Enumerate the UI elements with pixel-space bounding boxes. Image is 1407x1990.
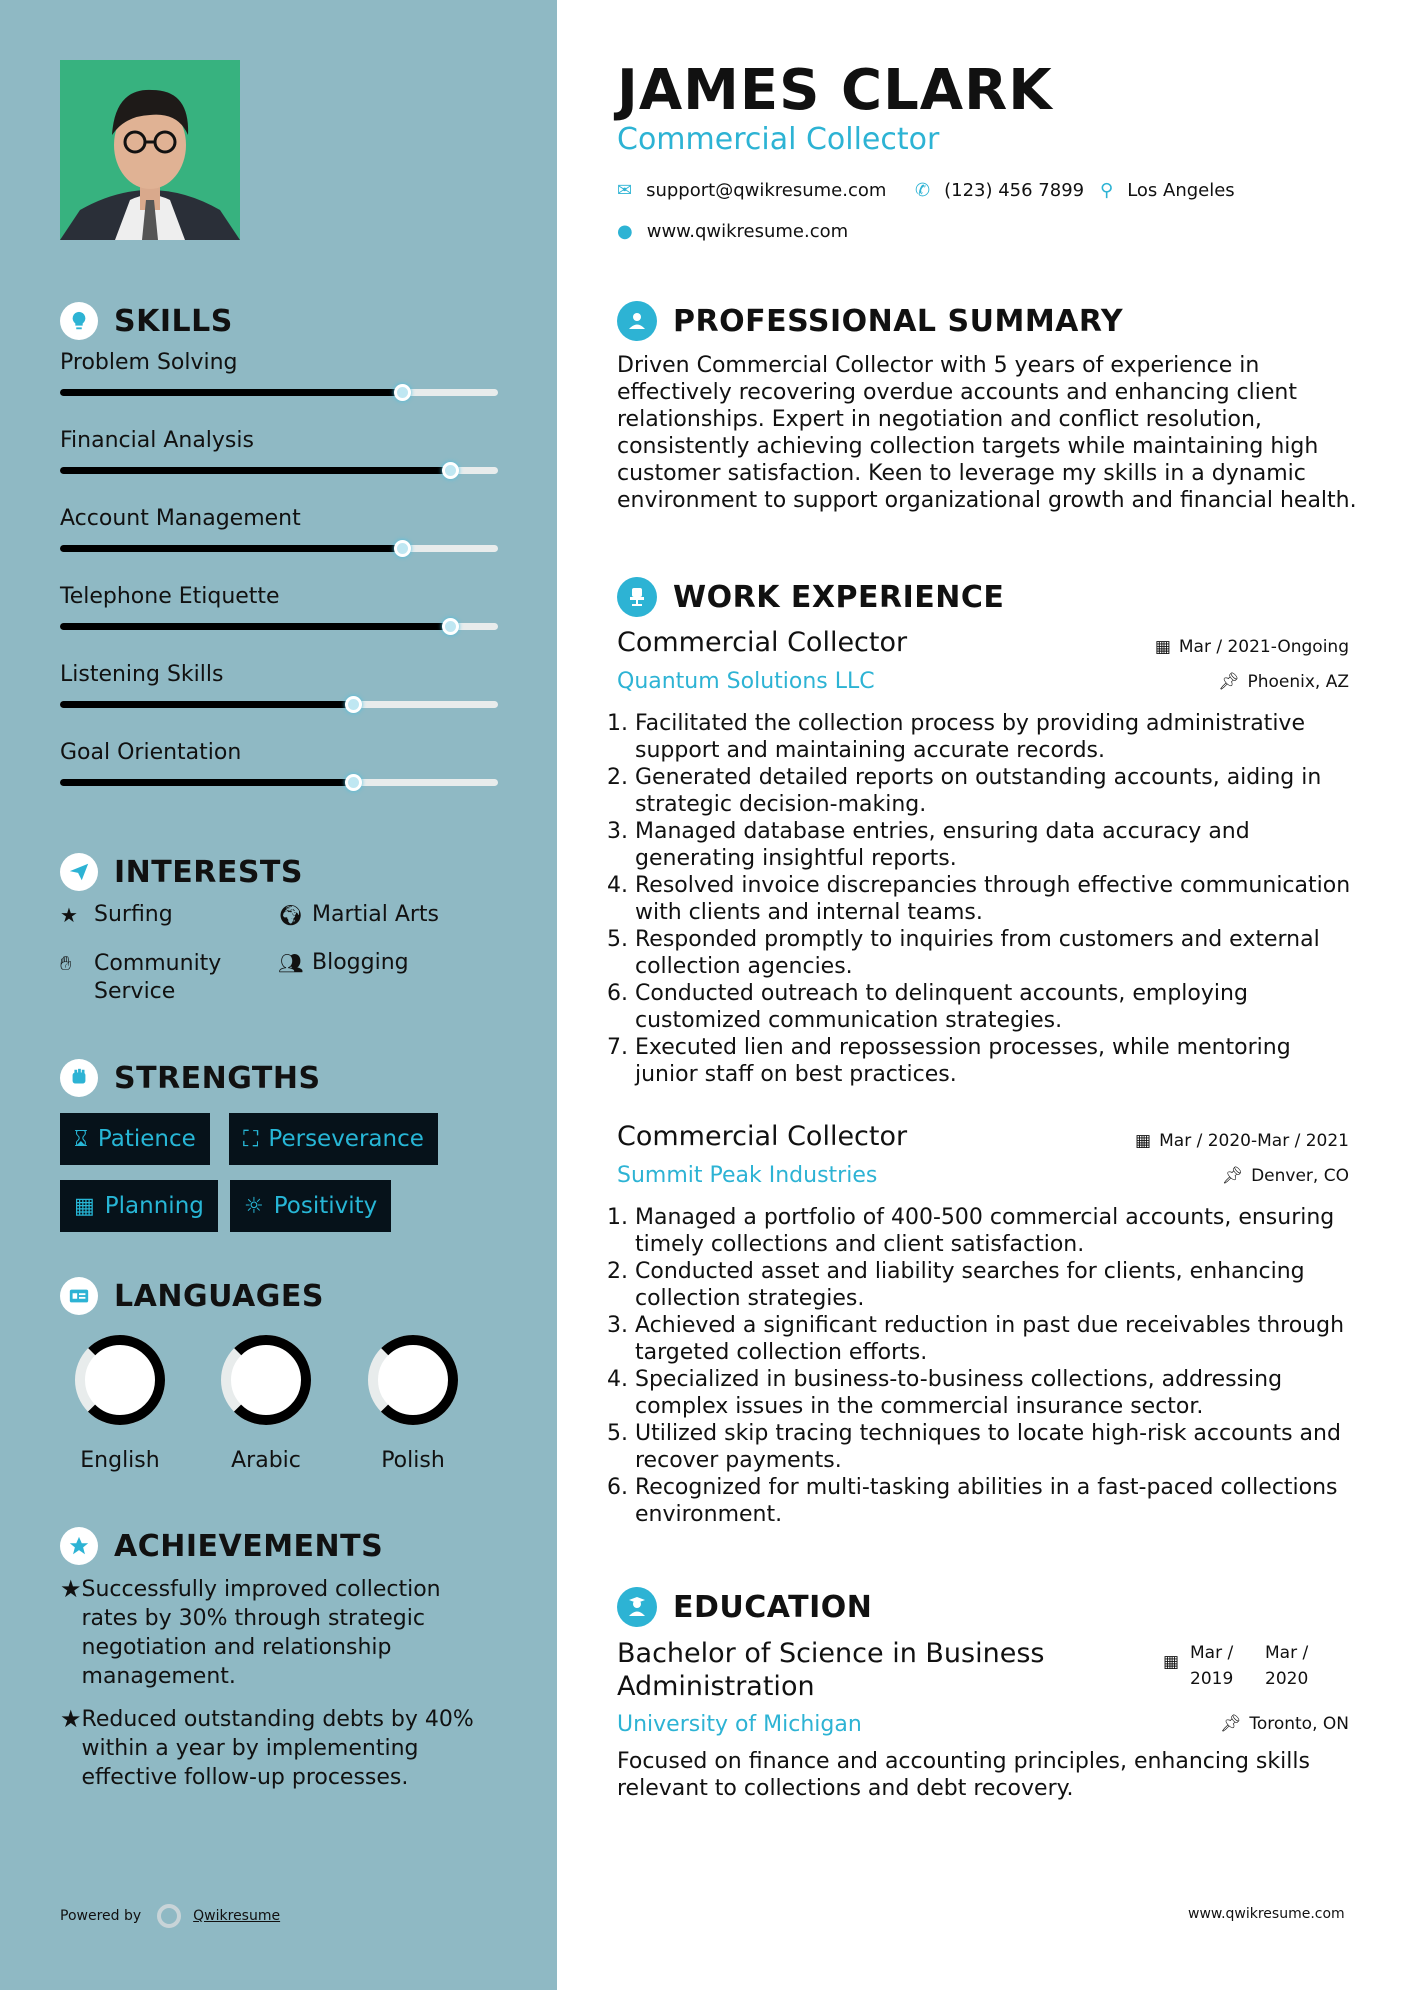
skill-label: Problem Solving — [60, 350, 238, 375]
binoculars-icon: ⛶ — [243, 1126, 259, 1152]
calendar-icon: ▦ — [1154, 637, 1171, 657]
education-heading — [617, 1587, 872, 1627]
summary-title: PROFESSIONAL SUMMARY — [673, 303, 1124, 339]
job-location-text: Phoenix, AZ — [1247, 672, 1349, 692]
pin-icon: 📌︎ — [1217, 672, 1240, 692]
phone-icon: ✆ — [915, 180, 931, 201]
footer-website[interactable]: www.qwikresume.com — [1188, 1906, 1345, 1922]
job-bullets — [611, 1204, 1351, 1528]
languages-heading — [60, 1277, 324, 1315]
candidate-role: Commercial Collector — [617, 122, 940, 157]
paper-plane-icon — [60, 853, 98, 891]
skill-item — [60, 350, 500, 375]
language-label: English — [80, 1448, 160, 1473]
company-name: Summit Peak Industries — [617, 1163, 878, 1188]
skill-bar-fill — [60, 545, 402, 552]
achievement-text: Successfully improved collection rates by 30% through strategic negotiation and relationship management. — [81, 1577, 441, 1689]
skill-bar-fill — [60, 623, 450, 630]
strength-chip — [229, 1113, 438, 1165]
company-name: Quantum Solutions LLC — [617, 669, 875, 694]
achievement-text: Reduced outstanding debts by 40% within a year by implementing effective follow-up processes. — [81, 1707, 474, 1790]
job-bullet: 6. Recognized for multi-tasking abilities in a fast-paced collections environment. — [635, 1474, 1351, 1528]
profile-photo — [60, 60, 240, 240]
job-bullet: 7. Executed lien and repossession processes, while mentoring junior staff on best practices. — [635, 1034, 1351, 1088]
job-bullet: 1. Facilitated the collection process by providing administrative support and maintaining accurate records. — [635, 710, 1351, 764]
graduate-icon — [617, 1587, 657, 1627]
job-bullet: 2. Conducted asset and liability searches for clients, enhancing collection strategies. — [635, 1258, 1351, 1312]
job-bullet: 6. Conducted outreach to delinquent accounts, employing customized communication strategies. — [635, 980, 1351, 1034]
skill-bar — [60, 701, 498, 708]
skill-level-knob — [345, 696, 362, 713]
job-bullet: 5. Utilized skip tracing techniques to locate high-risk accounts and recover payments. — [635, 1420, 1351, 1474]
skill-bar-fill — [60, 779, 353, 786]
skill-label: Listening Skills — [60, 662, 224, 687]
job-dates-text: Mar / 2020-Mar / 2021 — [1159, 1131, 1349, 1151]
job-title: Commercial Collector — [617, 1121, 908, 1152]
skill-item — [60, 740, 500, 765]
language-item — [353, 1330, 473, 1473]
calendar-icon: ▦ — [1163, 1652, 1180, 1672]
brand-link[interactable]: Qwikresume — [193, 1908, 281, 1924]
skill-label: Goal Orientation — [60, 740, 242, 765]
candidate-name: JAMES CLARK — [617, 58, 1053, 123]
website-contact — [617, 221, 848, 242]
language-ring — [363, 1330, 463, 1430]
skill-level-knob — [442, 462, 459, 479]
skill-bar — [60, 389, 498, 396]
job-bullet: 4. Specialized in business-to-business collections, addressing complex issues in the commercial insurance sector. — [635, 1366, 1351, 1420]
skill-bar — [60, 545, 498, 552]
edu-date-to: Mar / 2020 — [1265, 1643, 1309, 1689]
user-icon — [617, 301, 657, 341]
language-item — [60, 1330, 180, 1473]
job-dates — [1135, 1131, 1349, 1151]
calendar-icon: ▦ — [74, 1193, 95, 1219]
achievements-heading — [60, 1527, 383, 1565]
users-icon: 👥︎ — [278, 951, 304, 975]
website-text[interactable]: www.qwikresume.com — [646, 221, 849, 242]
interest-label: Blogging — [312, 950, 409, 975]
language-ring — [216, 1330, 316, 1430]
edu-date-from: Mar / 2019 — [1190, 1643, 1234, 1689]
skill-bar-fill — [60, 467, 450, 474]
interest-label: Community Service — [94, 951, 222, 1004]
languages-title: LANGUAGES — [114, 1278, 324, 1314]
interest-item — [60, 902, 173, 928]
achievements-title: ACHIEVEMENTS — [114, 1528, 384, 1564]
experience-title: WORK EXPERIENCE — [673, 579, 1005, 615]
edu-location-text: Toronto, ON — [1249, 1714, 1349, 1734]
strength-label: Perseverance — [268, 1126, 424, 1152]
skill-label: Telephone Etiquette — [60, 584, 280, 609]
skill-label: Account Management — [60, 506, 301, 531]
skill-bar — [60, 779, 498, 786]
strength-chip — [60, 1180, 218, 1232]
powered-by — [60, 1904, 280, 1928]
strength-label: Planning — [104, 1193, 204, 1219]
interests-title: INTERESTS — [114, 854, 303, 890]
interests-heading — [60, 853, 303, 891]
skills-title: SKILLS — [114, 303, 233, 339]
job-location — [1218, 672, 1349, 692]
job-location — [1222, 1166, 1350, 1186]
education-title: EDUCATION — [673, 1589, 873, 1625]
language-ring — [70, 1330, 170, 1430]
shooting-star-icon: ★ — [60, 1705, 82, 1733]
strengths-heading — [60, 1059, 321, 1097]
skill-item — [60, 428, 500, 453]
skill-bar — [60, 467, 498, 474]
language-item — [206, 1330, 326, 1473]
interest-label: Martial Arts — [312, 902, 440, 927]
skill-bar-fill — [60, 389, 402, 396]
calendar-icon: ▦ — [1135, 1131, 1152, 1151]
globe-icon: 🌍︎ — [278, 903, 304, 927]
location-text: Los Angeles — [1127, 180, 1235, 201]
job-bullet: 5. Responded promptly to inquiries from customers and external collection agencies. — [635, 926, 1351, 980]
achievement-item — [60, 1705, 500, 1792]
strength-label: Patience — [97, 1126, 196, 1152]
degree-title: Bachelor of Science in Business Administration — [617, 1638, 1045, 1702]
language-label: Polish — [381, 1448, 445, 1473]
job-bullet: 4. Resolved invoice discrepancies through effective communication with clients and internal teams. — [635, 872, 1351, 926]
language-card-icon — [60, 1277, 98, 1315]
pin-icon: 📌︎ — [1221, 1166, 1244, 1186]
phone-contact — [915, 180, 1084, 201]
qwikresume-logo-icon — [157, 1904, 181, 1928]
strength-label: Positivity — [273, 1193, 378, 1219]
chair-icon — [617, 577, 657, 617]
skill-level-knob — [345, 774, 362, 791]
skill-bar-fill — [60, 701, 353, 708]
job-bullets — [611, 710, 1351, 1088]
language-label: Arabic — [231, 1448, 301, 1473]
summary-text: Driven Commercial Collector with 5 years of experience in effectively recovering overdue accounts and enhancing client relationships. Expert in negotiation and conflict resolution, consistently achieving collection targets while maintaining high customer satisfaction. Keen to leverage my skills in a dynamic environment to support organizational growth and financial health. — [617, 353, 1357, 513]
job-dates — [1155, 637, 1349, 657]
email-text[interactable]: support@qwikresume.com — [646, 180, 887, 201]
location-contact — [1100, 180, 1235, 201]
skill-level-knob — [394, 384, 411, 401]
sidebar — [0, 0, 557, 1990]
strengths-title: STRENGTHS — [114, 1060, 321, 1096]
edu-location — [1220, 1714, 1349, 1734]
interest-label: Surfing — [94, 902, 173, 927]
skill-item — [60, 662, 500, 687]
job-bullet: 3. Achieved a significant reduction in past due receivables through targeted collection efforts. — [635, 1312, 1351, 1366]
skill-level-knob — [442, 618, 459, 635]
hand-icon: ✋︎ — [60, 951, 72, 975]
summary-heading — [617, 301, 1123, 341]
star-icon: ★ — [60, 903, 78, 927]
education-text: Focused on finance and accounting principles, enhancing skills relevant to collections and debt recovery. — [617, 1749, 1310, 1801]
job-dates-text: Mar / 2021-Ongoing — [1178, 637, 1349, 657]
shooting-star-icon: ★ — [60, 1575, 82, 1603]
job-bullet: 1. Managed a portfolio of 400-500 commercial accounts, ensuring timely collections and client satisfaction. — [635, 1204, 1351, 1258]
job-bullet: 2. Generated detailed reports on outstanding accounts, aiding in strategic decision-making. — [635, 764, 1351, 818]
experience-heading — [617, 577, 1004, 617]
skill-item — [60, 584, 500, 609]
pin-icon: 📌︎ — [1219, 1714, 1242, 1734]
skill-item — [60, 506, 500, 531]
map-pin-icon: ⚲ — [1100, 180, 1114, 201]
star-badge-icon — [60, 1527, 98, 1565]
strength-chip — [60, 1113, 210, 1165]
powered-by-label: Powered by — [60, 1908, 142, 1924]
globe-icon: ● — [617, 221, 633, 242]
skill-bar — [60, 623, 498, 630]
email-contact — [617, 180, 886, 201]
strength-chip — [230, 1180, 391, 1232]
hourglass-icon: ⌛︎ — [74, 1126, 88, 1152]
job-bullet: 3. Managed database entries, ensuring data accuracy and generating insightful reports. — [635, 818, 1351, 872]
interest-item — [278, 902, 439, 928]
skill-label: Financial Analysis — [60, 428, 254, 453]
achievement-item — [60, 1575, 500, 1691]
lightbulb-icon — [60, 302, 98, 340]
sun-icon: ☼ — [244, 1193, 264, 1219]
phone-text: (123) 456 7899 — [944, 180, 1085, 201]
skills-heading — [60, 302, 233, 340]
interest-item — [60, 950, 244, 1006]
interest-item — [278, 950, 409, 976]
skill-level-knob — [394, 540, 411, 557]
envelope-icon: ✉ — [617, 180, 633, 201]
fist-icon — [60, 1059, 98, 1097]
job-title: Commercial Collector — [617, 627, 908, 658]
job-location-text: Denver, CO — [1251, 1166, 1349, 1186]
school-name: University of Michigan — [617, 1712, 862, 1737]
